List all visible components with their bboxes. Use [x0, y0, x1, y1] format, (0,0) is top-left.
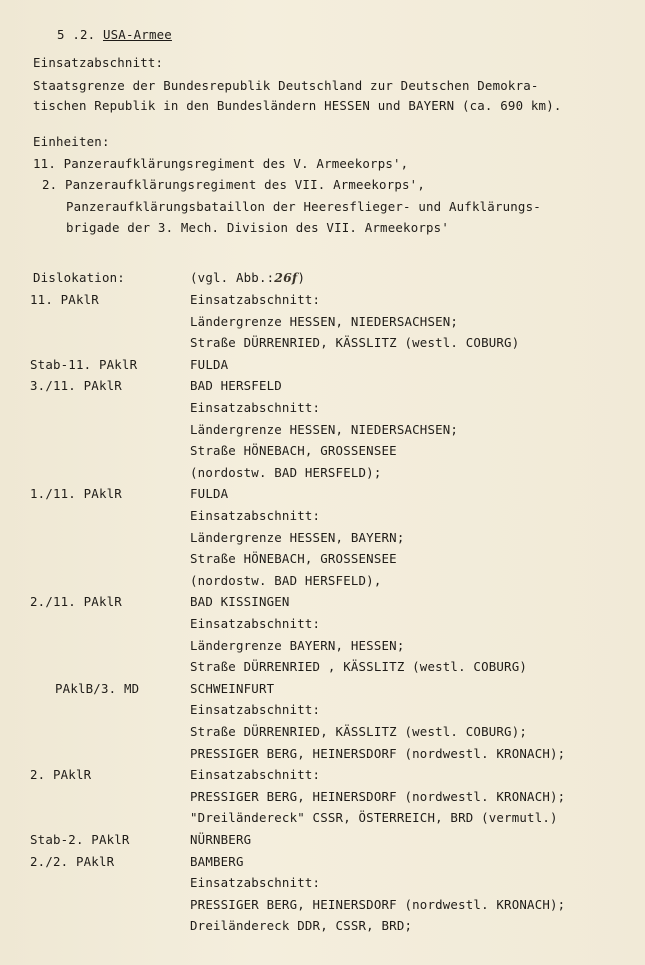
unit-name: Stab-11. PAklR — [30, 356, 138, 372]
unit-detail: Einsatzabschnitt: — [190, 616, 321, 631]
unit-detail: Straße DÜRRENRIED, KÄSSLITZ (westl. COBURG) — [190, 335, 520, 351]
einsatz-text-line: tischen Republik in den Bundesländern HESSEN und BAYERN (ca. 690 km). — [33, 98, 562, 113]
unit-detail: Straße HÖNEBACH, GROSSENSEE — [190, 443, 397, 459]
unit-name: 2./2. PAklR — [30, 853, 115, 869]
section-number: 5 .2. — [57, 27, 96, 42]
unit-detail: PRESSIGER BERG, HEINERSDORF (nordwestl. KRONACH); — [190, 896, 566, 912]
unit-detail: (nordostw. BAD HERSFELD), — [190, 572, 382, 588]
section-title: USA-Armee — [102, 27, 172, 42]
unit-detail: Einsatzabschnitt: — [190, 400, 321, 415]
unit-detail: SCHWEINFURT — [190, 680, 275, 696]
dislokation-reference: (vgl. Abb.:26f) — [190, 270, 306, 285]
unit-detail: PRESSIGER BERG, HEINERSDORF (nordwestl. KRONACH); — [190, 788, 566, 804]
unit-detail: Ländergrenze BAYERN, HESSEN; — [190, 637, 405, 653]
unit-detail: FULDA — [190, 486, 229, 502]
unit-detail: (nordostw. BAD HERSFELD); — [190, 464, 382, 480]
unit-name: PAklB/3. MD — [55, 680, 140, 696]
dislokation-label: Dislokation: — [33, 270, 125, 285]
unit-detail: Einsatzabschnitt: — [190, 875, 321, 891]
unit-detail: FULDA — [190, 356, 229, 372]
unit-detail: Dreiländereck DDR, CSSR, BRD; — [190, 918, 413, 934]
unit-detail: Einsatzabschnitt: — [190, 767, 321, 783]
unit-detail: NÜRNBERG — [190, 832, 252, 847]
einsatz-label: Einsatzabschnitt: — [33, 55, 164, 70]
unit-detail: BAD HERSFELD — [190, 378, 282, 394]
section-heading — [57, 27, 172, 43]
unit-name: 3./11. PAklR — [30, 378, 122, 394]
unit-detail: BAMBERG — [190, 853, 244, 869]
unit-detail: Einsatzabschnitt: — [190, 702, 321, 718]
einheit-item: 2. Panzeraufklärungsregiment des VII. Armeekorps', — [42, 177, 425, 192]
unit-detail: Straße DÜRRENRIED , KÄSSLITZ (westl. COBURG) — [190, 659, 528, 675]
unit-detail: Einsatzabschnitt: — [190, 292, 321, 307]
unit-detail: Ländergrenze HESSEN, NIEDERSACHSEN; — [190, 421, 459, 437]
unit-name: 2. PAklR — [30, 767, 92, 783]
einheit-item: brigade der 3. Mech. Division des VII. Armeekorps' — [66, 220, 449, 235]
einsatz-text-line: Staatsgrenze der Bundesrepublik Deutschland zur Deutschen Demokra- — [33, 78, 539, 93]
handwritten-figure-ref: 26f — [274, 270, 298, 285]
unit-name: Stab-2. PAklR — [30, 832, 130, 847]
unit-detail: Einsatzabschnitt: — [190, 508, 321, 523]
unit-detail: Ländergrenze HESSEN, NIEDERSACHSEN; — [190, 313, 459, 329]
unit-detail: Ländergrenze HESSEN, BAYERN; — [190, 529, 405, 545]
einheit-item: 11. Panzeraufklärungsregiment des V. Armeekorps', — [33, 156, 409, 171]
unit-detail: BAD KISSINGEN — [190, 594, 290, 610]
unit-detail: PRESSIGER BERG, HEINERSDORF (nordwestl. KRONACH); — [190, 745, 566, 761]
einheit-item: Panzeraufklärungsbataillon der Heeresflieger- und Aufklärungs- — [66, 199, 541, 214]
unit-detail: Straße DÜRRENRIED, KÄSSLITZ (westl. COBURG); — [190, 724, 528, 739]
unit-detail: "Dreiländereck" CSSR, ÖSTERREICH, BRD (vermutl.) — [190, 810, 558, 826]
unit-name: 2./11. PAklR — [30, 594, 122, 610]
unit-name: 1./11. PAklR — [30, 486, 122, 502]
unit-name: 11. PAklR — [30, 292, 99, 307]
unit-detail: Straße HÖNEBACH, GROSSENSEE — [190, 551, 397, 567]
einheiten-label: Einheiten: — [33, 134, 110, 149]
